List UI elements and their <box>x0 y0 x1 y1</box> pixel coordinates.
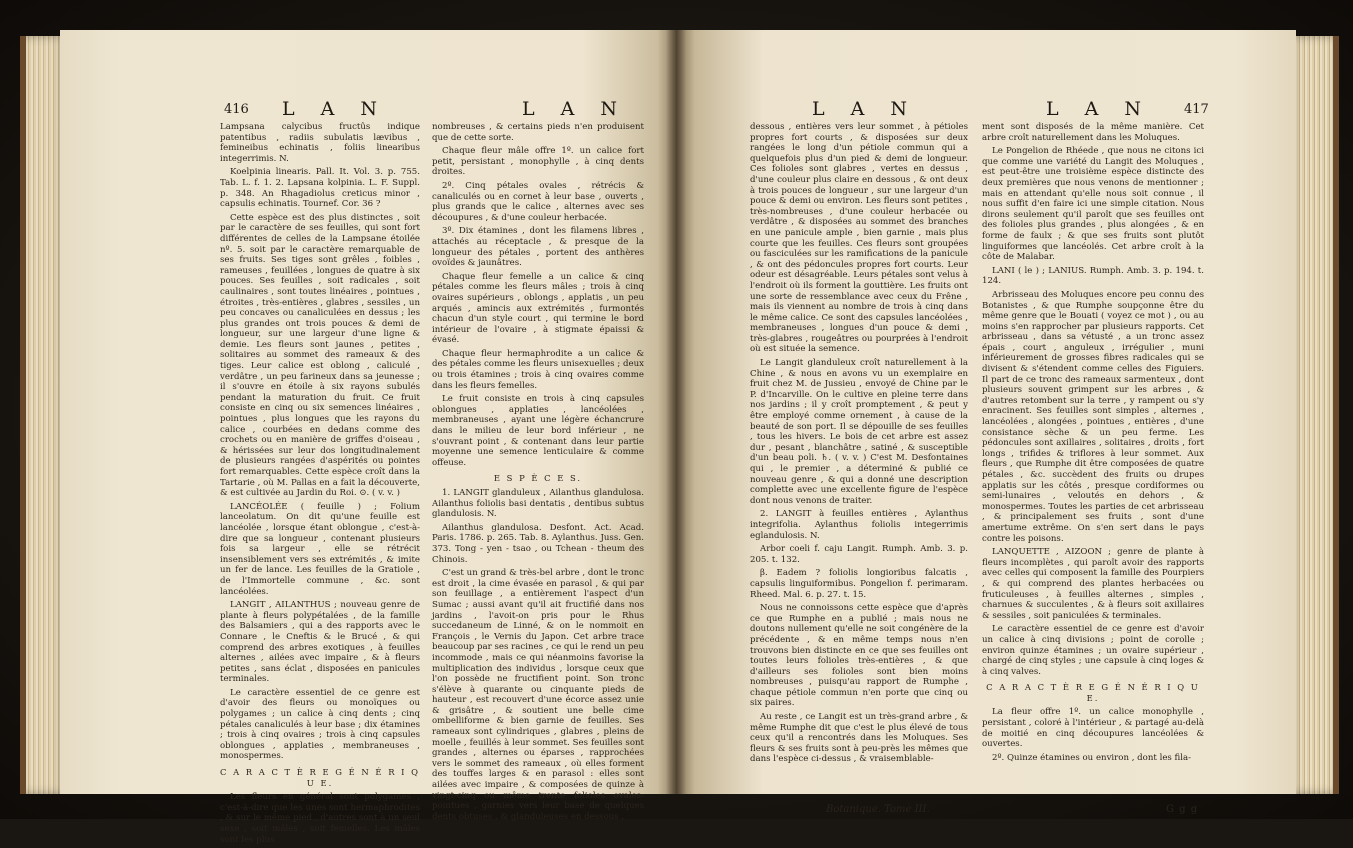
paragraph: 2º. Cinq pétales ovales , rétrécis & canaliculés ou en cornet à leur base , ouverts , plus grands que le calice , alternes avec ses découpures , & d'une couleur herbacée. <box>432 180 644 223</box>
signature-mark: G g g <box>1166 804 1199 815</box>
section-heading: E S P È C E S. <box>493 473 583 484</box>
paragraph: 2. LANGIT à feuilles entières , Aylanthus integrifolia. Aylanthus foliolis integerrimis eglandulosis. N. <box>750 509 968 541</box>
left-page-column-1 <box>220 122 420 848</box>
paragraph: C'est un grand & très-bel arbre , dont le tronc est droit , la cime évasée en parasol , & qui par son feuillage , a entièrement l'aspect d'un Sumac ; aussi avant qu'il ait fructifié dans nos jardins , l'avoit-on pris pour le Rhus succedaneum de Linné, & on le nommoit en François , le Vernis du Japon. Cet arbre trace beaucoup par ses racines , ce qui le rend un peu incommode , mais ce qui néanmoins favorise la multiplication des individus , lorsque ceux que l'on possède ne fructifient point. Son tronc s'élève à quarante ou cinquante pieds de hauteur , est recouvert d'une écorce assez unie & grisâtre , & soutient une belle cime ombelliforme & bien garnie de feuilles. Ses rameaux sont cylindriques , glabres , pleins de moelle , feuillés à leur sommet. Ses feuilles sont grandes , alternes ou éparses , rapprochées vers le sommet des rameaux , où elles forment des touffes larges & en parasol : elles sont ailées avec impaire , & composées de quinze à vingt-cinq ou même trente folioles ovales-pointues , garnies vers leur base de quelques dents obtuses , & glanduleuses en dessous , <box>432 568 644 822</box>
paragraph: Ailanthus glandulosa. Desfont. Act. Acad. Paris. 1786. p. 265. Tab. 8. Aylanthus. Juss. Gen. 373. Tong - yen - tsao , ou Tchean - theum des Chinois. <box>432 522 644 565</box>
paragraph: Le Pongelion de Rhéede , que nous ne citons ici que comme une variété du Langit des Moluques , est peut-être une troisième espèce distincte des deux premières que nous venons de mentionner ; mais en attendant qu'elle nous soit connue , il nous suffit d'en faire ici une simple citation. Nous dirons seulement qu'il paroît que ses feuilles ont des folioles plus grandes , plus alongées , & en forme de faulx ; & que ses fruits sont plutôt linguiformes que lancéolés. Cet arbre croît à la côte de Malabar. <box>982 146 1204 263</box>
paragraph: 3º. Dix étamines , dont les filamens libres , attachés au réceptacle , & presque de la longueur des pétales , portent des anthères ovoïdes & jaunâtres. <box>432 226 644 269</box>
left-page <box>60 30 676 845</box>
right-page-number: 417 <box>1184 102 1209 117</box>
paragraph: ment sont disposés de la même manière. Cet arbre croît naturellement dans les Moluques. <box>982 122 1204 143</box>
page-footer: Botanique. Tome III. <box>826 804 930 815</box>
paragraph: Le fruit consiste en trois à cinq capsules oblongues , applaties , lancéolées , membraneuses , ayant une légère échancrure dans le milieu de leur bord inférieur , ne s'ouvrant point , & contenant dans leur partie moyenne une semence lenticulaire & comme offeuse. <box>432 394 644 468</box>
paragraph: Le caractère essentiel de ce genre est d'avoir des fleurs ou monoïques ou polygames ; un calice à cinq dents ; cinq pétales canaliculés à leur base ; dix étamines ; trois à cinq ovaires ; trois à cinq capsules oblongues , applaties , membraneuses , monospermes. <box>220 687 420 762</box>
paragraph: LANCÉOLÉE ( feuille ) ; Folium lanceolatum. On dit qu'une feuille est lancéolée , lorsque étant oblongue , c'est-à-dire que sa longueur , contenant plusieurs fois sa largeur , elle se rétrécit insensiblement vers ses extrémités , & imite un fer de lance. Les feuilles de la Gratiole , de l'Immortelle commune , &c. sont lancéolées. <box>220 501 420 597</box>
paragraph: LANGIT , AILANTHUS ; nouveau genre de plante à fleurs polypétalées , de la famille des Balsamiers , qui a des rapports avec le Connare , le Cneftis & le Brucé , & qui comprend des arbres exotiques , à feuilles alternes , ailées avec impaire , & à fleurs petites , sans éclat , disposées en panicules terminales. <box>220 600 420 685</box>
section-heading: C A R A C T È R E G É N É R I Q U E. <box>220 767 420 788</box>
paragraph: 2º. Quinze étamines ou environ , dont les fila- <box>992 752 1192 763</box>
paragraph: dessous , entières vers leur sommet , à pétioles propres fort courts , & disposées sur deux rangées le long d'un pétiole commun qui a quelquefois plus d'un pied & demi de longueur. Ces folioles sont glabres , vertes en dessus , d'une couleur plus claire en dessous , & ont deux à trois pouces de longueur , sur une largeur d'un pouce & demi ou environ. Les fleurs sont petites , très-nombreuses , d'une couleur herbacée ou verdâtre , & disposées au sommet des branches en une panicule ample , bien garnie , mais plus courte que les feuilles. Ces fleurs sont groupées ou fasciculées sur les ramifications de la panicule , & ont des pédoncules propres fort courts. Leur odeur est désagréable. Leurs pétales sont velus à l'endroit où ils forment la gouttière. Les fruits ont une sorte de ressemblance avec ceux du Frêne , mais ils viennent au nombre de trois à cinq dans le même calice. Ce sont des capsules lancéolées , membraneuses , longues d'un pouce & demi , très-glabres , rougeâtres ou pourprées à l'endroit où est située la semence. <box>750 122 968 355</box>
paragraph: Arbor coeli f. caju Langit. Rumph. Amb. 3. p. 205. t. 132. <box>750 544 968 565</box>
paragraph: Koelpinia linearis. Pall. It. Vol. 3. p. 755. Tab. L. f. 1. 2. Lapsana kolpinia. L. F. Suppl. p. 348. An Rhagadiolus creticus minor , capsulis echinatis. Tournef. Cor. 36 ? <box>220 167 420 210</box>
right-page <box>676 30 1296 815</box>
paragraph: Chaque fleur mâle offre 1º. un calice fort petit, persistant , monophylle , à cinq dents droites. <box>432 146 644 178</box>
paragraph: Le Langit glanduleux croît naturellement à la Chine , & nous en avons vu un exemplaire en fruit chez M. de Jussieu , envoyé de Chine par le P. d'Incarville. On le cultive en pleine terre dans nos jardins ; il y croît promptement , & peut y être employé comme ornement , à cause de la beauté de son port. Il se dépouille de ses feuilles , tous les hivers. Le bois de cet arbre est assez dur , pesant , blanchâtre , satiné , & susceptible d'un beau poli. ♄. ( v. v. ) C'est M. Desfontaines qui , le premier , a déterminé & publié ce nouveau genre , & qui a donné une description complette avec une excellente figure de l'espèce dont nous venons de traiter. <box>750 358 968 506</box>
paragraph: Lampsana calycibus fructûs indique patentibus , radiis subulatis lævibus , femineibus echinatis , foliis linearibus integerrimis. N. <box>220 122 420 164</box>
paragraph: LANI ( le ) ; LANIUS. Rumph. Amb. 3. p. 194. t. 124. <box>982 265 1204 287</box>
left-running-head-2: L A N <box>522 98 628 120</box>
paragraph: Les fleurs en général sont polygames , c'est-à-dire que les unes sont hermaphrodites , & sur le même pied , d'autres sont à un seul sexe , soit mâles , soit femelles. Les mâles sont les plus <box>220 792 420 845</box>
right-page-column-2 <box>982 122 1204 766</box>
right-page-column-1 <box>750 122 968 768</box>
paragraph: Arbrisseau des Moluques encore peu connu des Botanistes , & que Rumphe soupçonne être du même genre que le Bouati ( voyez ce mot ) , ou au moins s'en rapprocher par plusieurs rapports. Cet arbrisseau , dans sa vétusté , a un tronc assez épais , court , anguleux , irrégulier , muni inférieurement de grosses fibres radicales qui se divisent & s'étendent comme celles des Figuiers. Il part de ce tronc des rameaux sarmenteux , dont plusieurs souvent grimpent sur les arbres , & d'autres retombent sur la terre , y rampent ou s'y enracinent. Ses feuilles sont simples , alternes , lancéolées , alongées , pointues , entières , d'une consistance sèche & un peu ferme. Les pédoncules sont axillaires , solitaires , droits , fort longs , trifides & triflores à leur sommet. Aux fleurs , que Rumphe dit être composées de quatre pétales , &c. succèdent des fruits ou drupes applatis sur les côtés , presque cordiformes ou semi-lunaires , veloutés en dehors , & monospermes. Toutes les parties de cet arbrisseau , & principalement ses fruits , sont d'une amertume extrême. On s'en sert dans le pays contre les poisons. <box>982 289 1204 544</box>
paragraph: Cette espèce est des plus distinctes , soit par le caractère de ses feuilles, qui sont fort différentes de celles de la Lampsane étoilée nº. 5. soit par le caractère remarquable de ses fruits. Ses tiges sont grêles , foibles , rameuses , feuillées , longues de quatre à six pouces. Ses feuilles , soit radicales , soit caulinaires , sont toutes linéaires , pointues , étroites , très-entières , glabres , sessiles , un peu concaves ou canaliculées en dessus ; les plus grandes ont trois pouces & demi de longueur, sur une largeur d'une ligne & demie. Les fleurs sont jaunes , petites , solitaires au sommet des rameaux & des tiges. Leur calice est oblong , caliculé , verdâtre , un peu farineux dans sa jeunesse ; il s'ouvre en étoile à six rayons subulés pendant la maturation du fruit. Ce fruit consiste en cinq ou six semences linéaires , pointues , plus longues que les rayons du calice , courbées en dedans comme des crochets ou en manière de griffes d'oiseau , & hérissées sur leur dos longitudinalement de plusieurs rangées d'aspérités ou pointes fort remarquables. Cette espèce croît dans la Tartarie , où M. Pallas en a fait la découverte, & est cultivée au Jardin du Roi. ⊙. ( v. v. ) <box>220 212 420 499</box>
paragraph: Chaque fleur femelle a un calice & cinq pétales comme les fleurs mâles ; trois à cinq ovaires supérieurs , oblongs , applatis , un peu arqués , amincis aux extrémités , furmontés chacun d'un style court , qui termine le bord intérieur de l'ovaire , à stigmate épaissi & évasé. <box>432 271 644 346</box>
paragraph: Le caractère essentiel de ce genre est d'avoir un calice à cinq divisions ; point de corolle ; environ quinze étamines ; un ovaire supérieur , chargé de cinq styles ; une capsule à cinq loges & à cinq valves. <box>982 624 1204 677</box>
left-page-column-2 <box>432 122 644 825</box>
paragraph: Chaque fleur hermaphrodite a un calice & des pétales comme les fleurs unisexuelles ; deux ou trois étamines ; trois à cinq ovaires comme dans les fleurs femelles. <box>432 348 644 391</box>
paragraph: La fleur offre 1º. un calice monophylle , persistant , coloré à l'intérieur , & partagé au-delà de moitié en cinq découpures lancéolées & ouvertes. <box>982 707 1204 750</box>
right-running-head-1: L A N <box>812 98 918 120</box>
left-running-head-1: L A N <box>282 98 388 120</box>
paragraph: LANQUETTE , AIZOON ; genre de plante à fleurs incomplètes , qui paroît avoir des rapports avec celles qui composent la famille des Pourpiers , & qui comprend des plantes herbacées ou fruticuleuses , à feuilles alternes , simples , charnues & succulentes , & à fleurs soit axillaires & sessiles , soit paniculées & terminales. <box>982 547 1204 621</box>
paragraph: Au reste , ce Langit est un très-grand arbre , & même Rumphe dit que c'est le plus élevé de tous ceux qu'il a rencontrés dans les Moluques. Ses fleurs & ses fruits sont à peu-près les mêmes que dans l'espèce ci-dessus , & vraisemblable- <box>750 712 968 765</box>
paragraph: Nous ne connoissons cette espèce que d'après ce que Rumphe en a publié ; mais nous ne doutons nullement qu'elle ne soit congénère de la précédente , & en même temps nous n'en trouvons bien distincte en ce que ses feuilles ont toutes leurs folioles très-entières , & que d'ailleurs ses folioles sont bien moins nombreuses , puisqu'au rapport de Rumphe , chaque pétiole commun n'en porte que cinq ou six paires. <box>750 603 968 709</box>
right-running-head-2: L A N <box>1046 98 1152 120</box>
paragraph: 1. LANGIT glanduleux , Ailanthus glandulosa. Ailanthus foliolis basi dentatis , dentibus subtus glandulosis. N. <box>432 488 644 520</box>
book-gutter <box>666 30 686 794</box>
section-heading: C A R A C T È R E G É N É R I Q U E. <box>986 682 1200 703</box>
paragraph: β. Eadem ? foliolis longioribus falcatis , capsulis linguiformibus. Pongelion f. perimaram. Rheed. Mal. 6. p. 27. t. 15. <box>750 568 968 600</box>
left-page-number: 416 <box>224 102 249 117</box>
paragraph: nombreuses , & certains pieds n'en produisent que de cette sorte. <box>432 122 644 143</box>
